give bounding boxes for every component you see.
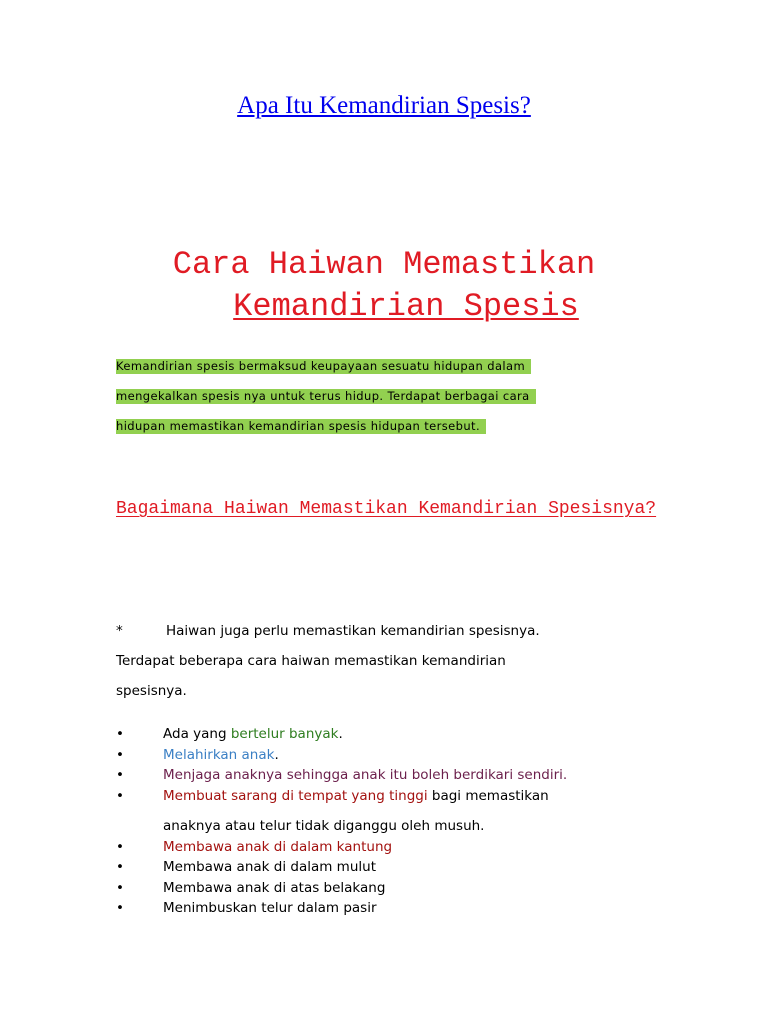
sub-heading: Bagaimana Haiwan Memastikan Kemandirian Spesisnya? [116, 499, 657, 519]
list-item: • Membawa anak di dalam kantung [116, 837, 696, 858]
asterisk-marker: * [116, 623, 123, 639]
main-heading [0, 244, 768, 328]
intro-line: Kemandirian spesis bermaksud keupayaan sesuatu hidupan dalam [116, 356, 536, 376]
ways-list [116, 724, 696, 919]
list-item: • Membawa anak di atas belakang [116, 878, 696, 899]
main-heading-line2: Kemandirian Spesis [233, 288, 579, 325]
main-heading-line1: Cara Haiwan Memastikan [172, 246, 596, 283]
page-title-link[interactable]: Apa Itu Kemandirian Spesis? [237, 92, 531, 119]
list-item: • Menjaga anaknya sehingga anak itu boleh berdikari sendiri. [116, 765, 696, 786]
list-item: • Menimbuskan telur dalam pasir [116, 898, 696, 919]
list-item: • Membawa anak di dalam mulut [116, 857, 696, 878]
note-line-1: * Haiwan juga perlu memastikan kemandirian spesisnya. [116, 616, 676, 646]
list-item: • Membuat sarang di tempat yang tinggi bagi memastikan anaknya atau telur tidak diganggu oleh musuh. [116, 786, 696, 837]
intro-line: hidupan memastikan kemandirian spesis hidupan tersebut. [116, 416, 536, 436]
list-item-continuation: anaknya atau telur tidak diganggu oleh musuh. [163, 818, 485, 834]
note-line-3: spesisnya. [116, 683, 187, 699]
note-block [116, 616, 676, 706]
intro-line: mengekalkan spesis nya untuk terus hidup. Terdapat berbagai cara [116, 386, 536, 406]
list-item: • Ada yang bertelur banyak. [116, 724, 696, 745]
list-item: • Melahirkan anak. [116, 745, 696, 766]
note-line-2: Terdapat beberapa cara haiwan memastikan kemandirian [116, 653, 506, 669]
intro-paragraph [116, 356, 536, 446]
